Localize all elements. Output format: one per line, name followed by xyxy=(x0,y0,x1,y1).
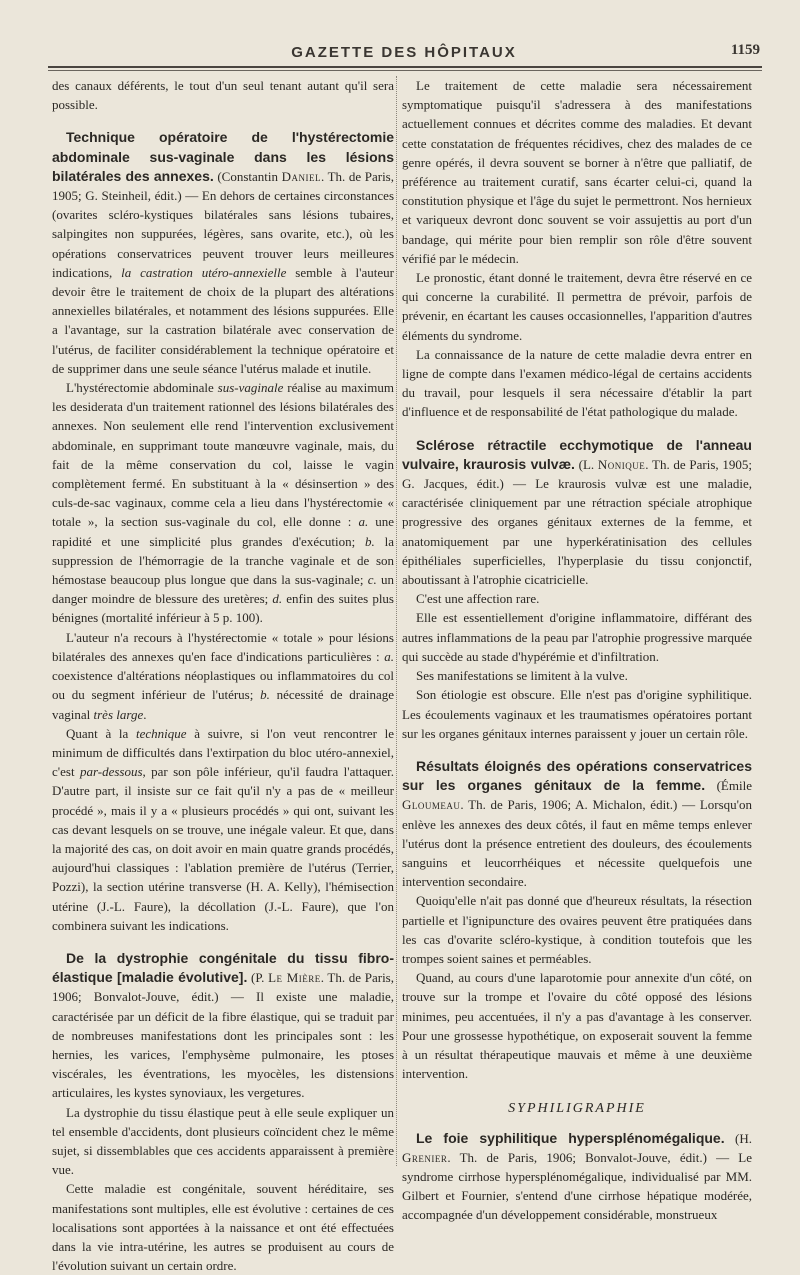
review-kraurosis: Sclérose rétractile ecchymotique de l'anneau vulvaire, kraurosis vulvæ. (L. Nonique. Th. de Paris, 1905; G. Jacques, édit.) — Le kraurosis vulvæ est une maladie, caractérisée cliniquement par une rétraction spéciale atrophique progressive des organes génitaux externes de la femme, et anatomiquement par une hyperkératinisation des cellules épithéliales superficielles, l'hyperplasie du tissu conjonctif, aboutissant à l'atrophie cicatricielle. xyxy=(402,436,752,588)
paragraph: C'est une affection rare. xyxy=(416,591,540,607)
paragraph: Quant à la technique à suivre, si l'on veut rencontrer le minimum de difficultés dans l'extirpation du bloc utéro-annexiel, c'est par-dessous, par son pôle inférieur, qu'il faudra l'attaquer. D'autre part, il insiste sur ce fait qu'il n'y a pas de « meilleur procédé », mais il y a « plusieurs procédés » qui ont, suivant les cas devant lesquels on se trouve, une inégale valeur. Et que, dans la majorité des cas, on doit avoir en main quatre grands procédés, aujourd'hui classiques : l'ablation première de l'utérus (Terrier, Pozzi), la section utérine transverse (H. A. Kelly), l'hémisection utérine (J.-L. Faure), la décollation (J.-L. Faure), que l'on combinera suivant les indications. xyxy=(52,725,395,933)
review-hysterectomie: Technique opératoire de l'hystérectomie abdominale sus-vaginale dans les lésions bilatérales des annexes. (Constantin Daniel. Th. de Paris, 1905; G. Steinheil, édit.) — En dehors de certaines circonstances (ovarites scléro-kystiques bilatérales sans lésions tubaires, salpingites non suppurées, légères, sans ovarite, etc.), où les opérations conservatrices peuvent trouver leurs meilleures indications, la castration utéro-annexielle semble à l'auteur devoir être le traitement de choix de la plupart des altérations annexielles bilatérales, et notamment des lésions suppurées. Elle a l'avantage, sur la castration bilatérale avec conservation de l'utérus, de faciliter considérablement la technique opératoire et de supprimer dans une seule séance l'utérus malade et inutile. xyxy=(52,129,394,376)
review-author: Gloumeau xyxy=(402,797,461,813)
paragraph: Ses manifestations se limitent à la vulve. xyxy=(416,668,628,684)
review-title: Sclérose rétractile ecchymotique de l'anneau vulvaire, kraurosis vulvæ. xyxy=(402,436,752,472)
review-author: Grenier xyxy=(402,1149,448,1165)
review-title: Technique opératoire de l'hystérectomie abdominale sus-vaginale dans les lésions bilatérales des annexes. xyxy=(52,129,394,184)
paragraph: Le traitement de cette maladie sera nécessairement symptomatique puisqu'il s'adressera à des manifestations actuellement connues et décrites comme des maladies. Et devant cette constatation de fréquentes récidives, chez des malades de ce genre opérés, il devra souvent se borner à n'être que palliatif, de préférence au traitement curatif, sans écarter celui-ci, quand la constitution physique et l'âge du sujet le permettront. Nos hernieux et variqueux devront donc souvent se voir assujettis au port d'un bandage, qui mérite pour bien remplir son rôle d'être souvent vérifié par le médecin. xyxy=(402,78,752,266)
journal-title: GAZETTE DES HÔPITAUX xyxy=(291,44,517,61)
paragraph: Quand, au cours d'une laparotomie pour annexite d'un côté, on trouve sur la trompe et l'ovaire du côté opposé des lésions minimes, peu accentuées, il n'y a pas d'avantage à les conserver. Pour une grossesse hypothétique, on exposerait souvent la femme à un résultat thérapeutique mauvais et même à une deuxième intervention. xyxy=(402,970,752,1082)
paragraph: des canaux déférents, le tout d'un seul tenant autant qu'il sera possible. xyxy=(52,78,394,113)
paragraph: L'hystérectomie abdominale sus-vaginale réalise au maximum les desiderata d'un traitement rationnel des lésions bilatérales des annexes. Non seulement elle rend l'intervention exclusivement abdominale, en supprimant toute manœuvre vaginale, mais, du fait de la même conservation du col, laisse le vagin complètement fermé. En substituant à la « désinsertion » des culs-de-sac vaginaux, comme cela a lieu dans l'hystérectomie « totale », la section sus-vaginale du col, elle donne : a. une rapidité et une simplicité plus grandes d'exécution; b. la suppression de l'hémorragie de la tranche vaginale et de son hémostase beaucoup plus longue que dans la sus-vaginale; c. un danger moindre de blessure des uretères; d. enfin des suites plus bénignes (mortalité inférieur à 5 p. 100). xyxy=(52,380,394,626)
review-title: De la dystrophie congénitale du tissu fibro-élastique [maladie évolutive]. xyxy=(52,949,394,986)
review-title: Résultats éloignés des opérations conservatrices sur les organes génitaux de la femme. xyxy=(402,757,752,794)
review-author: Le Mière xyxy=(268,970,321,986)
review-author: Daniel xyxy=(281,168,321,184)
review-operations-conservatrices: Résultats éloignés des opérations conservatrices sur les organes génitaux de la femme. (Émile Gloumeau. Th. de Paris, 1906; A. Michalon, édit.) — Lorsqu'on enlève les annexes des deux côtés, il faut en même temps enlever l'utérus dont la présence entretient des douleurs, des écoulements sanguins et leucorrhéiques et nécessite quelquefois une intervention secondaire. xyxy=(402,757,752,890)
review-dystrophie: De la dystrophie congénitale du tissu fibro-élastique [maladie évolutive]. (P. Le Mière. Th. de Paris, 1906; Bonvalot-Jouve, édit.) — Il existe une maladie, caractérisée par un déficit de la fibre élastique, qui se traduit par de nombreuses manifestations dont les principales sont : les hernies, les varices, l'emphysème pulmonaire, les ptoses viscérales, les éventrations, les myocèles, les distensions articulaires, les kystes synoviaux, les vergetures. xyxy=(52,949,394,1101)
review-author: Nonique xyxy=(597,456,646,472)
header-rule-thin xyxy=(48,70,762,71)
paragraph: Le pronostic, étant donné le traitement, devra être réservé en ce qui concerne la curabilité. Il permettra de prévoir, parfois de prévenir, en écartant les causes occasionnelles, l'apparition d'autres éléments du syndrome. xyxy=(402,270,752,343)
review-title: Le foie syphilitique hypersplénomégalique. xyxy=(416,1129,725,1146)
paragraph: Cette maladie est congénitale, souvent héréditaire, ses manifestations sont multiples, elle est évolutive : certaines de ces localisations sont apportées à la naissance et ont été effectuées dans la vie intra-utérine, les autres se produisent au cours de l'évolution suivant un certain ordre. xyxy=(52,1181,394,1274)
page-header xyxy=(48,38,760,68)
paragraph: Elle est essentiellement d'origine inflammatoire, différant des autres inflammations de la peau par l'atrophie progressive marquée qui succède au stade d'hypérémie et d'infiltration. xyxy=(402,610,752,664)
paragraph: Son étiologie est obscure. Elle n'est pas d'origine syphilitique. Les écoulements vaginaux et les traumatismes opératoires portant sur les organes génitaux internes paraissent y jouer un certain rôle. xyxy=(402,687,752,741)
review-foie-syphilitique: Le foie syphilitique hypersplénomégalique. (H. Grenier. Th. de Paris, 1906; Bonvalot-Jouve, édit.) — Le syndrome cirrhose hypersplénomégalique, individualisé par MM. Gilbert et Fournier, s'entend d'une cirrhose hépatique modérée, accompagnée d'un développement considérable, monstrueux xyxy=(402,1129,752,1223)
paragraph: La connaissance de la nature de cette maladie devra entrer en ligne de compte dans l'examen médico-légal de certains accidents du travail, pour lesquels il sera nécessaire d'établir la part d'influence et de responsabilité de l'état pathologique du malade. xyxy=(402,346,752,420)
paragraph: La dystrophie du tissu élastique peut à elle seule expliquer un tel ensemble d'accidents, dont plusieurs coïncident chez le même sujet, si dissemblables que ces accidents apparaissent à première vue. xyxy=(52,1104,394,1178)
right-column xyxy=(402,76,752,1223)
page-number: 1159 xyxy=(730,42,760,58)
left-column xyxy=(52,76,395,1274)
paragraph: L'auteur n'a recours à l'hystérectomie « totale » pour lésions bilatérales des annexes qu'en face d'indications particulières : a. coexistence d'altérations néoplastiques ou inflammatoires du col ou du segment inférieur de l'utérus; b. nécessité de drainage vaginal très large. xyxy=(52,629,394,722)
header-rule xyxy=(48,66,762,68)
paragraph: Quoiqu'elle n'ait pas donné que d'heureux résultats, la résection partielle et l'ignipuncture des ovaires peuvent être pratiquées dans les cas d'ovarite scléro-kystique, à condition toutefois que les trompes soient saines et perméables. xyxy=(402,893,752,966)
column-divider xyxy=(396,76,397,1166)
section-heading: SYPHILIGRAPHIE xyxy=(508,1101,646,1117)
